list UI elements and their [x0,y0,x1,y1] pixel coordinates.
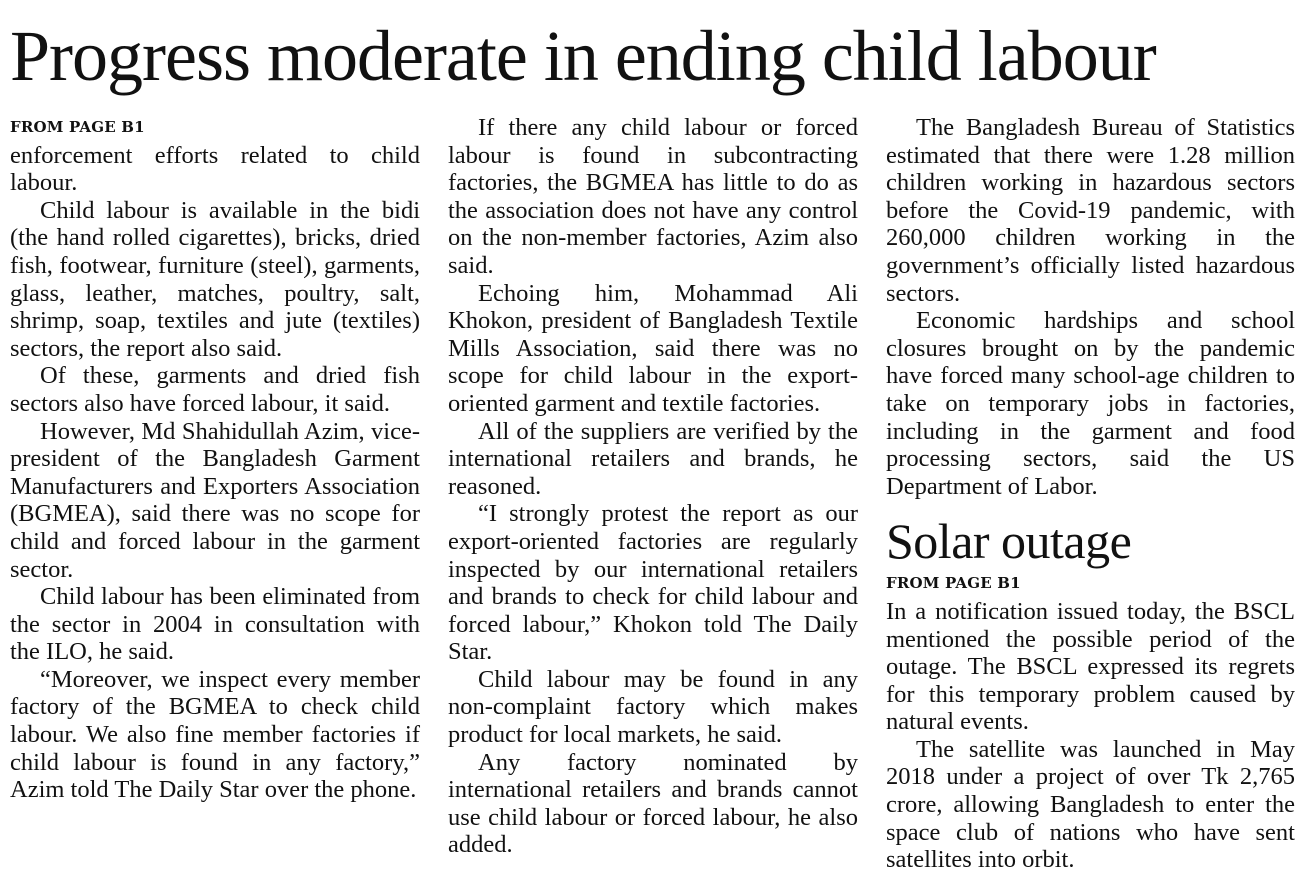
article-paragraph: If there any child labour or forced labour is found in subcontracting factories, the BGMEA has little to do as the association does not have any control on the non-member factories, Azim also said. [448,114,858,279]
article-paragraph: Child labour may be found in any non-complaint factory which makes product for local markets, he said. [448,665,858,749]
article-paragraph: All of the suppliers are verified by the international retailers and brands, he reasoned. [448,417,858,500]
article-paragraph: enforcement efforts related to child labour. [10,141,420,197]
article-paragraph: Economic hardships and school closures brought on by the pandemic have forced many school-age children to take on temporary jobs in factories, including in the garment and food processing sectors, said the US Department of Labor. [886,307,1295,500]
article-paragraph: Of these, garments and dried fish sectors also have forced labour, it said. [10,362,420,417]
article-paragraph: The satellite was launched in May 2018 under a project of over Tk 2,765 crore, allowing Bangladesh to enter the space club of nations who have sent satellites into orbit. [886,735,1295,874]
continued-from-kicker: FROM PAGE B1 [886,574,1021,593]
article-paragraph: “Moreover, we inspect every member factory of the BGMEA to check child labour. We also fine member factories if child labour is found in any factory,” Azim told The Daily Star over the phone. [10,665,420,804]
article-paragraph: Any factory nominated by international retailers and brands cannot use child labour or forced labour, he also added. [448,748,858,859]
secondary-headline: Solar outage [886,513,1132,570]
article-paragraph: Child labour has been eliminated from the sector in 2004 in consultation with the ILO, he said. [10,583,420,666]
article-column-1 [10,114,420,804]
article-paragraph: Child labour is available in the bidi (the hand rolled cigarettes), bricks, dried fish, footwear, furniture (steel), garments, glass, leather, matches, poultry, salt, shrimp, soap, textiles and jute (textiles) sectors, the report also said. [10,196,420,362]
article-column-3 [886,114,1295,874]
article-paragraph: “I strongly protest the report as our export-oriented factories are regularly inspected by our international retailers and brands to check for child labour and forced labour,” Khokon told The Daily Star. [448,500,858,666]
article-column-2 [448,114,858,859]
article-paragraph: In a notification issued today, the BSCL mentioned the possible period of the outage. The BSCL expressed its regrets for this temporary problem caused by natural events. [886,597,1295,736]
article-paragraph: However, Md Shahidullah Azim, vice-president of the Bangladesh Garment Manufacturers and Exporters Association (BGMEA), said there was no scope for child and forced labour in the garment sector. [10,417,420,583]
article-paragraph: Echoing him, Mohammad Ali Khokon, president of Bangladesh Textile Mills Association, said there was no scope for child labour in the export-oriented garment and textile factories. [448,279,858,417]
main-headline: Progress moderate in ending child labour [10,16,1156,96]
article-paragraph: The Bangladesh Bureau of Statistics estimated that there were 1.28 million children working in hazardous sectors before the Covid-19 pandemic, with 260,000 children working in the government’s officially listed hazardous sectors. [886,114,1295,307]
continued-from-kicker: FROM PAGE B1 [10,118,145,136]
